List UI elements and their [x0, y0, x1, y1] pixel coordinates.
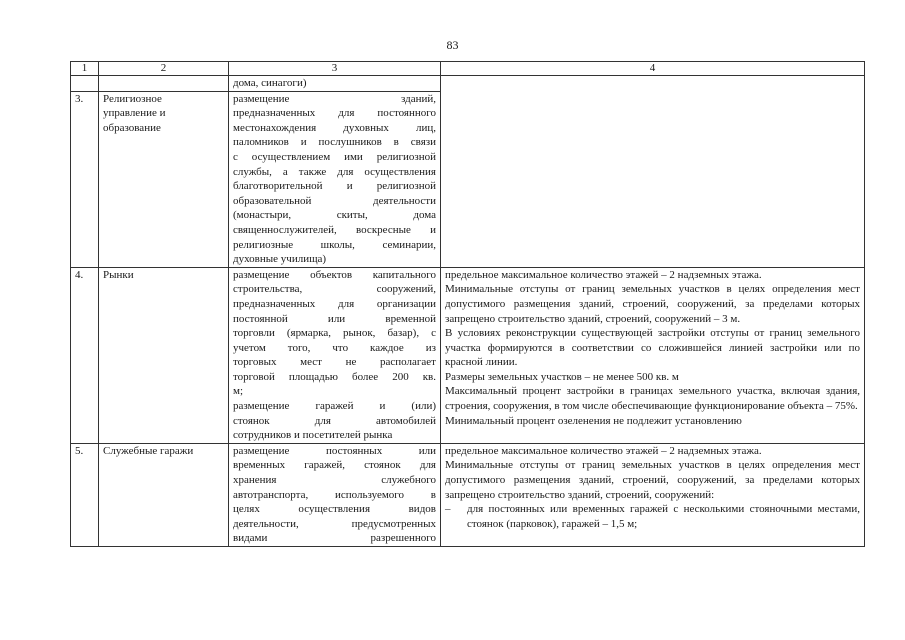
description-line: благотворительной и религиозной — [233, 180, 436, 193]
description-line: постоянной или временной — [233, 312, 436, 325]
description-line: торговой площадью более 200 кв. — [233, 370, 436, 383]
description-line: священнослужителей, воскресные и — [233, 223, 436, 236]
table-row-5 — [71, 443, 865, 546]
description-line: торговли (ярмарка, рынок, базар), с — [233, 327, 436, 340]
cont-num-cell — [71, 76, 99, 92]
param-paragraph: предельное максимальное количество этажей – 2 надземных этажа. — [445, 444, 762, 457]
description-line: образовательной деятельности — [233, 194, 436, 207]
use-name-cell: Служебные гаражи — [99, 443, 229, 546]
description-line: строительства, сооружений, — [233, 283, 436, 296]
description-line: размещение объектов капитального — [233, 268, 436, 281]
description-line: предназначенных для постоянного — [233, 107, 436, 120]
dash-bullet: – — [445, 503, 451, 516]
continuation-row — [71, 76, 865, 92]
param-paragraph: Минимальные отступы от границ земельных участков в целях определения мест допустимого размещения зданий, строений, сооружений, за пределами которых запрещено строительство зданий, строений, сооружений – 3 м. — [445, 283, 860, 325]
description-line: м; — [233, 385, 244, 398]
description-line: сотрудников и посетителей рынка — [233, 429, 393, 442]
list-item-text: для постоянных или временных гаражей с несколькими стояночными местами, стоянок (парковок), гаражей – 1,5 м; — [467, 503, 860, 530]
description-line: размещение постоянных или — [233, 444, 436, 457]
use-name-line: образование — [103, 121, 161, 134]
description-line: размещение гаражей и (или) — [233, 400, 436, 413]
header-row — [71, 62, 865, 76]
list-item — [445, 502, 860, 531]
description-line: временных гаражей, стоянок для — [233, 459, 436, 472]
params-cell — [441, 443, 865, 546]
use-name-cell — [99, 91, 229, 267]
param-paragraph: Минимальный процент озеленения не подлежит установлению — [445, 414, 742, 427]
description-line: размещение зданий, — [233, 92, 436, 105]
description-line: целях осуществления видов — [233, 503, 436, 516]
param-paragraph: предельное максимальное количество этажей – 2 надземных этажа. — [445, 268, 762, 281]
header-cell-4: 4 — [441, 62, 865, 76]
zoning-table — [70, 61, 865, 547]
description-line: предназначенных для организации — [233, 297, 436, 310]
header-cell-3: 3 — [229, 62, 441, 76]
cont-description-cell: дома, синагоги) — [229, 76, 441, 92]
description-line: службы, а также для осуществления — [233, 165, 436, 178]
description-line: хранения служебного — [233, 474, 436, 487]
description-line: видами разрешенного — [233, 532, 436, 545]
table-row-4 — [71, 267, 865, 443]
header-cell-1: 1 — [71, 62, 99, 76]
use-name-line: Религиозное — [103, 92, 162, 105]
description-line: местонахождения духовных лиц, — [233, 121, 436, 134]
cont-name-cell — [99, 76, 229, 92]
use-description-cell — [229, 91, 441, 267]
row-number: 3. — [71, 91, 99, 267]
merged-params-cell — [441, 76, 865, 268]
row-number: 4. — [71, 267, 99, 443]
description-line: деятельности, предусмотренных — [233, 517, 436, 530]
param-paragraph: В условиях реконструкции существующей застройки отступы от границ земельного участка формируются в соответствии со сложившейся линией застройки или по красной линии. — [445, 327, 860, 369]
param-paragraph: Максимальный процент застройки в границах земельного участка, включая здания, строения, сооружения, в том числе обеспечивающие функционирование объекта – 75%. — [445, 385, 860, 413]
description-line: духовные училища) — [233, 253, 327, 266]
description-line: паломников и послушников в связи — [233, 136, 436, 149]
use-description-cell — [229, 443, 441, 546]
description-line: стоянок для автомобилей — [233, 414, 436, 427]
param-paragraph: Размеры земельных участков – не менее 500 кв. м — [445, 370, 679, 383]
description-line: торговых мест не располагает — [233, 356, 436, 369]
use-name-cell: Рынки — [99, 267, 229, 443]
params-cell — [441, 267, 865, 443]
param-paragraph: Минимальные отступы от границ земельных участков в целях определения мест допустимого размещения зданий, строений, сооружений, за пределами которых запрещено строительство зданий, строений, сооружений: — [445, 459, 860, 501]
description-line: автотранспорта, используемого в — [233, 488, 436, 501]
description-line: (монастыри, скиты, дома — [233, 209, 436, 222]
header-cell-2: 2 — [99, 62, 229, 76]
use-description-cell — [229, 267, 441, 443]
row-number: 5. — [71, 443, 99, 546]
page-number: 83 — [446, 38, 459, 52]
description-line: религиозные школы, семинарии, — [233, 238, 436, 251]
description-line: учетом того, что каждое из — [233, 341, 436, 354]
description-line: с осуществлением ими религиозной — [233, 150, 436, 163]
use-name-line: управление и — [103, 107, 166, 120]
